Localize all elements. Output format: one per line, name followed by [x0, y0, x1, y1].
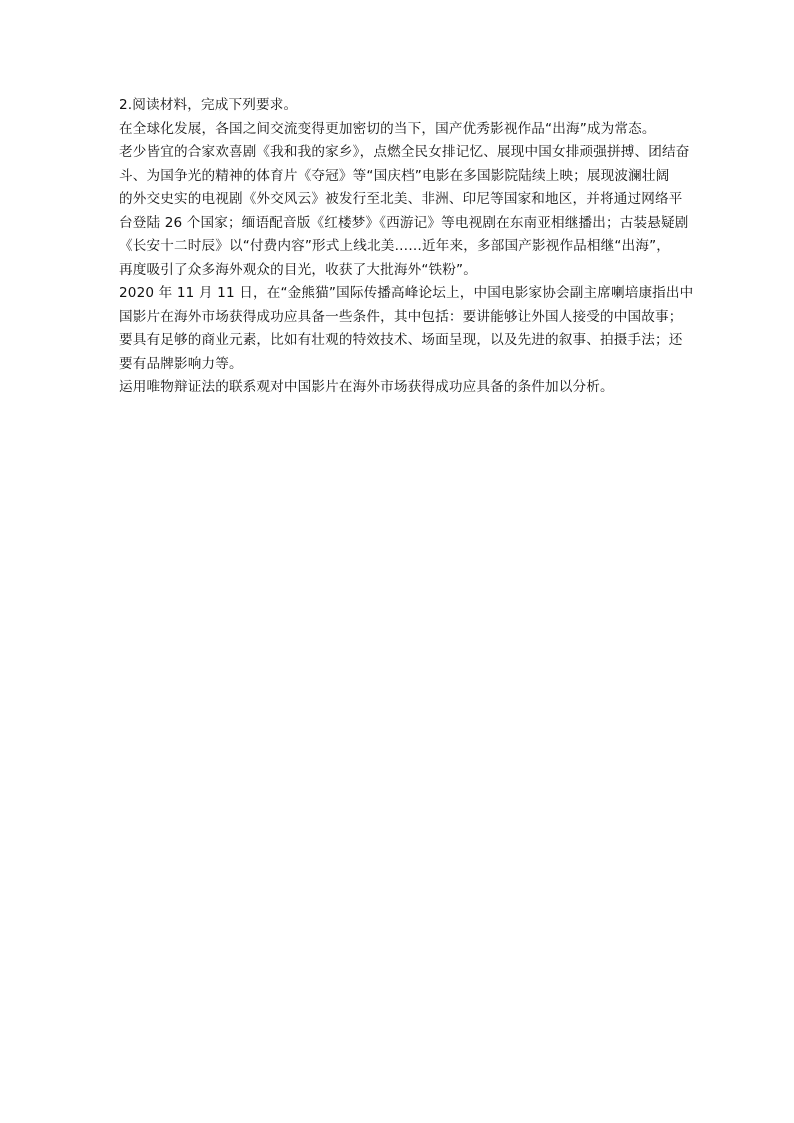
- question-number-line: 2.阅读材料，完成下列要求。: [119, 97, 298, 113]
- material-line-1: 在全球化发展，各国之间交流变得更加密切的当下，国产优秀影视作品“出海”成为常态。: [119, 120, 656, 137]
- material-line-9: 国影片在海外市场获得成功应具备一些条件，其中包括：要讲能够让外国人接受的中国故事；: [119, 308, 683, 325]
- material-line-6: 《长安十二时辰》以“付费内容”形式上线北美……近年来，多部国产影视作品相继“出海”，: [119, 238, 671, 254]
- material-line-11: 要有品牌影响力等。: [119, 355, 243, 372]
- question-content: [119, 94, 694, 400]
- material-line-7: 再度吸引了众多海外观众的目光，收获了大批海外“铁粉”。: [119, 261, 477, 278]
- material-line-10: 要具有足够的商业元素，比如有壮观的特效技术、场面呈现，以及先进的叙事、拍摄手法；还: [119, 332, 683, 348]
- material-line-3: 斗、为国争光的精神的体育片《夺冠》等“国庆档”电影在多国影院陆续上映；展现波澜壮阔: [119, 167, 670, 184]
- question-requirement-line: 运用唯物辩证法的联系观对中国影片在海外市场获得成功应具备的条件加以分析。: [119, 379, 614, 395]
- material-line-2: 老少皆宜的合家欢喜剧《我和我的家乡》，点燃全民女排记忆、展现中国女排顽强拼搏、团结奋: [119, 144, 690, 160]
- material-line-4: 的外交史实的电视剧《外交风云》被发行至北美、非洲、印尼等国家和地区，并将通过网络平: [119, 191, 683, 207]
- material-line-5: 台登陆 26 个国家；缅语配音版《红楼梦》《西游记》等电视剧在东南亚相继播出；古装悬疑剧: [119, 214, 689, 231]
- material-line-8: 2020 年 11 月 11 日，在“金熊猫”国际传播高峰论坛上，中国电影家协会副主席喇培康指出中: [119, 285, 694, 301]
